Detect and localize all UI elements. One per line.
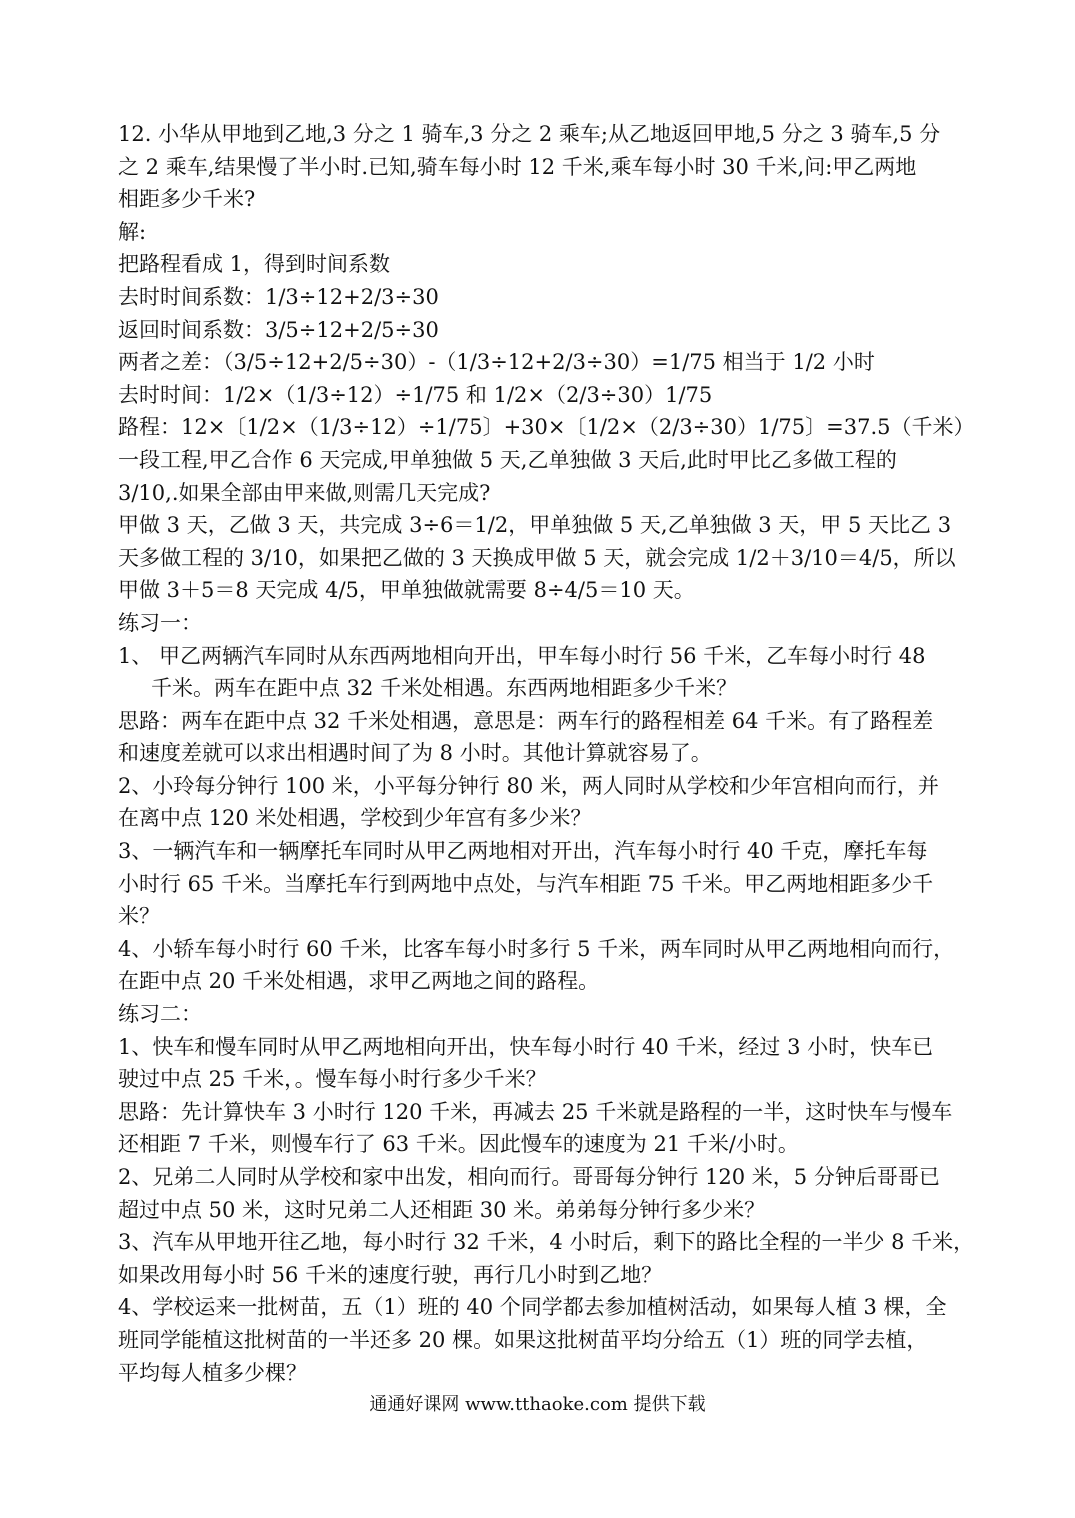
text-line: 2、小玲每分钟行 100 米，小平每分钟行 80 米，两人同时从学校和少年宫相向而行，并 xyxy=(118,773,939,798)
text-line: 相距多少千米? xyxy=(118,187,256,212)
text-line: 解: xyxy=(118,219,147,244)
text-line: 平均每人植多少棵？ xyxy=(118,1360,307,1385)
text-line: 班同学能植这批树苗的一半还多 20 棵。如果这批树苗平均分给五（1）班的同学去植， xyxy=(118,1327,928,1352)
text-line: 3、一辆汽车和一辆摩托车同时从甲乙两地相对开出，汽车每小时行 40 千克，摩托车每 xyxy=(118,839,928,864)
text-line: 1、快车和慢车同时从甲乙两地相向开出，快车每小时行 40 千米，经过 3 小时，快车已 xyxy=(118,1034,934,1059)
text-line: 思路：两车在距中点 32 千米处相遇，意思是：两车行的路程相差 64 千米。有了路程差 xyxy=(118,708,934,733)
text-line: 2、兄弟二人同时从学校和家中出发，相向而行。哥哥每分钟行 120 米，5 分钟后哥哥已 xyxy=(118,1165,940,1189)
page-footer: 通通好课网 www.tthaoke.com 提供下载 xyxy=(369,1394,706,1415)
text-line: 4、学校运来一批树苗，五（1）班的 40 个同学都去参加植树活动，如果每人植 3 棵，全 xyxy=(118,1295,947,1320)
text-line: 还相距 7 千米，则慢车行了 63 千米。因此慢车的速度为 21 千米/小时。 xyxy=(118,1132,799,1157)
text-line: 思路：先计算快车 3 小时行 120 千米，再减去 25 千米就是路程的一半，这时快车与慢车 xyxy=(118,1099,953,1124)
text-line: 3、汽车从甲地开往乙地，每小时行 32 千米，4 小时后，剩下的路比全程的一半少 8 千米， xyxy=(118,1230,975,1255)
text-line: 米？ xyxy=(118,904,160,929)
text-line: 3/10,.如果全部由甲来做,则需几天完成? xyxy=(118,480,491,505)
document-body xyxy=(118,118,975,1389)
text-line: 千米。两车在距中点 32 千米处相遇。东西两地相距多少千米？ xyxy=(151,676,738,701)
text-line: 天多做工程的 3/10，如果把乙做的 3 天换成甲做 5 天，就会完成 1/2＋3/10＝4/5，所以 xyxy=(118,545,956,570)
text-line: 一段工程,甲乙合作 6 天完成,甲单独做 5 天,乙单独做 3 天后,此时甲比乙多做工程的 xyxy=(118,447,897,472)
text-line: 两者之差：（3/5÷12+2/5÷30）-（1/3÷12+2/3÷30）=1/75 相当于 1/2 小时 xyxy=(118,350,875,375)
text-line: 甲做 3 天，乙做 3 天，共完成 3÷6＝1/2，甲单独做 5 天,乙单独做 3 天，甲 5 天比乙 3 xyxy=(118,513,952,538)
text-line: 如果改用每小时 56 千米的速度行驶，再行几小时到乙地？ xyxy=(118,1262,663,1287)
text-line: 路程：12×〔1/2×（1/3÷12）÷1/75〕+30×〔1/2×（2/3÷30）1/75〕=37.5（千米） xyxy=(118,415,975,440)
text-line: 之 2 乘车,结果慢了半小时.已知,骑车每小时 12 千米,乘车每小时 30 千米,问:甲乙两地 xyxy=(118,154,917,179)
text-line: 去时时间：1/2×（1/3÷12）÷1/75 和 1/2×（2/3÷30）1/75 xyxy=(118,382,713,407)
text-line: 在离中点 120 米处相遇，学校到少年宫有多少米？ xyxy=(118,806,592,831)
section-heading: 练习二： xyxy=(118,1002,202,1027)
text-line: 和速度差就可以求出相遇时间了为 8 小时。其他计算就容易了。 xyxy=(118,741,712,766)
text-line: 超过中点 50 米，这时兄弟二人还相距 30 米。弟弟每分钟行多少米？ xyxy=(118,1197,766,1222)
text-line: 去时时间系数：1/3÷12+2/3÷30 xyxy=(118,284,439,309)
text-line: 返回时间系数：3/5÷12+2/5÷30 xyxy=(118,317,439,342)
section-heading: 练习一： xyxy=(118,610,202,635)
text-line: 小时行 65 千米。当摩托车行到两地中点处，与汽车相距 75 千米。甲乙两地相距多少千 xyxy=(118,871,934,896)
text-line: 在距中点 20 千米处相遇，求甲乙两地之间的路程。 xyxy=(118,969,600,994)
text-line: 把路程看成 1，得到时间系数 xyxy=(118,252,391,277)
text-line: 甲做 3＋5＝8 天完成 4/5，甲单独做就需要 8÷4/5＝10 天。 xyxy=(118,578,695,603)
text-line: 4、小轿车每小时行 60 千米，比客车每小时多行 5 千米，两车同时从甲乙两地相向而行， xyxy=(118,936,955,961)
text-line: 1、 甲乙两辆汽车同时从东西两地相向开出，甲车每小时行 56 千米，乙车每小时行 48 xyxy=(118,643,926,668)
text-line: 12. 小华从甲地到乙地,3 分之 1 骑车,3 分之 2 乘车;从乙地返回甲地,5 分之 3 骑车,5 分 xyxy=(118,122,941,146)
text-line: 驶过中点 25 千米，。慢车每小时行多少千米？ xyxy=(118,1067,547,1092)
